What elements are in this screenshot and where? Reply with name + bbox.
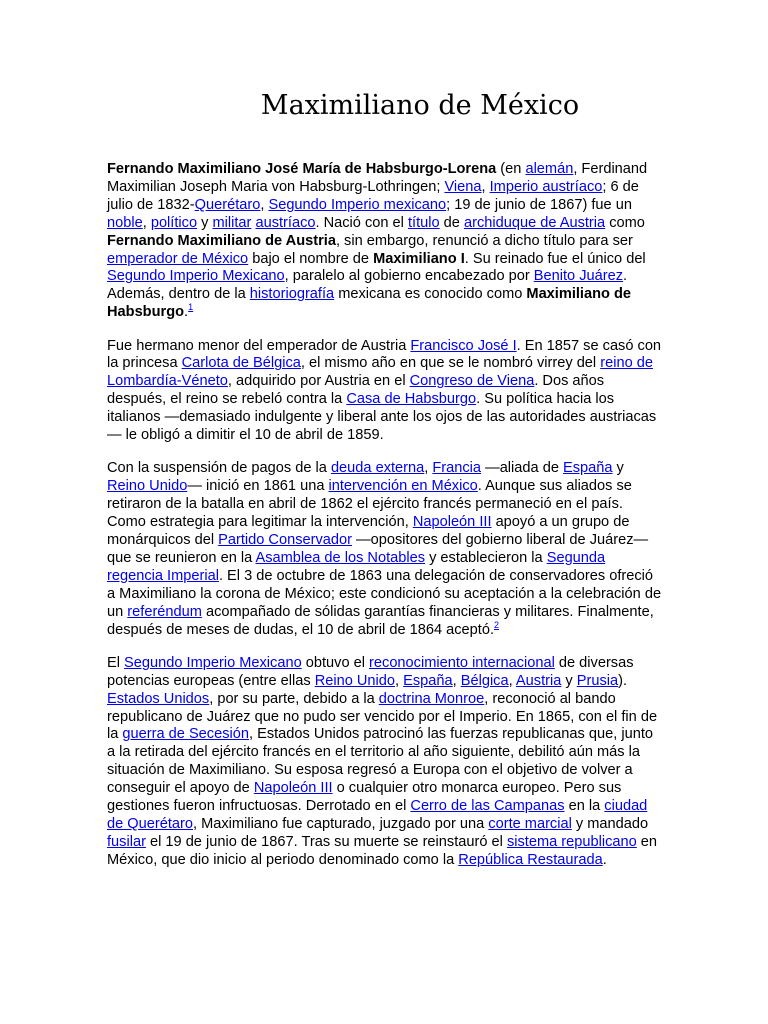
wiki-link[interactable]: intervención en México	[328, 478, 478, 495]
paragraph-intervention	[107, 460, 663, 639]
wiki-link[interactable]: reconocimiento internacional	[369, 654, 555, 671]
bold-text: Fernando Maximiliano José María de Habsburgo-Lorena	[107, 161, 497, 177]
wiki-link[interactable]: guerra de Secesión	[122, 726, 249, 743]
body-text: ,	[481, 178, 490, 195]
wiki-link[interactable]: Segundo Imperio Mexicano	[107, 268, 285, 285]
page-title: Maximiliano de México	[260, 90, 580, 121]
body-text: y	[561, 672, 577, 689]
body-text: y establecieron la	[425, 549, 547, 566]
wiki-link[interactable]: Napoleón III	[412, 514, 492, 531]
wiki-link[interactable]: España	[403, 672, 453, 689]
paragraph-early-life	[107, 338, 663, 445]
wiki-link[interactable]: Prusia	[576, 672, 619, 689]
body-text: .	[184, 304, 189, 321]
wiki-link[interactable]: Benito Juárez	[533, 268, 624, 285]
body-text: , adquirido por Austria en el	[227, 373, 410, 390]
body-text: — inició en 1861 una	[187, 478, 329, 495]
body-text: bajo el nombre de	[248, 250, 374, 267]
body-text: ,	[424, 460, 433, 477]
wiki-link[interactable]: Napoleón III	[253, 780, 333, 797]
body-text: . Nació con el	[315, 214, 408, 231]
wiki-link[interactable]: político	[150, 214, 198, 231]
wiki-link[interactable]: Bélgica	[460, 672, 509, 689]
body-text: en México, que dio inicio al periodo denominado como la	[107, 833, 658, 868]
body-text: o cualquier otro monarca europeo. Pero sus gestiones fueron infructuosas. Derrotado en el	[107, 780, 622, 815]
body-text: , por su parte, debido a la	[209, 690, 379, 707]
wiki-link[interactable]: historiografía	[249, 286, 335, 303]
body-text: , reconoció al bando republicano de Juárez que no pudo ser vencido por el Imperio. En 1865, con el fin de la	[107, 690, 658, 743]
body-text: . Su reinado fue el único del	[464, 250, 646, 267]
wiki-link[interactable]: austríaco	[255, 214, 316, 231]
body-text: ,	[395, 672, 404, 689]
body-text: (en	[496, 161, 526, 177]
paragraph-empire	[107, 655, 663, 870]
body-text: Con la suspensión de pagos de la	[107, 460, 331, 477]
wiki-link[interactable]: Partido Conservador	[218, 532, 352, 548]
body-text: de diversas potencias europeas (entre ellas	[107, 654, 634, 689]
wiki-link[interactable]: título	[407, 214, 440, 231]
wiki-link[interactable]: doctrina Monroe	[378, 690, 485, 707]
wiki-link[interactable]: Carlota de Bélgica	[181, 355, 301, 372]
body-text: obtuvo el	[301, 654, 370, 671]
wiki-link[interactable]: alemán	[525, 161, 574, 177]
body-text: Fue hermano menor del emperador de Austria	[107, 337, 411, 354]
wiki-link[interactable]: deuda externa	[330, 460, 425, 477]
wiki-link[interactable]: sistema republicano	[506, 833, 637, 850]
document-page	[107, 88, 663, 885]
body-text: .	[602, 851, 607, 868]
body-text: , paralelo al gobierno encabezado por	[284, 268, 534, 285]
wiki-link[interactable]: Viena	[444, 178, 482, 195]
wiki-link[interactable]: Francisco José I	[410, 337, 517, 354]
wiki-link[interactable]: militar	[212, 214, 252, 231]
wiki-link[interactable]: Segundo Imperio mexicano	[268, 196, 447, 213]
body-text: y	[612, 460, 624, 477]
wiki-link[interactable]: archiduque de Austria	[463, 214, 606, 231]
body-text: ,	[260, 196, 269, 213]
body-text: ).	[618, 672, 628, 689]
body-text: . Además, dentro de la	[107, 268, 628, 303]
footnote-ref	[188, 302, 193, 312]
body-text: . Aunque sus aliados se retiraron de la batalla en abril de 1862 el ejército francés permaneció en el país. Como estrategia para legitimar la intervención,	[107, 478, 632, 531]
body-text: ; 6 de julio de 1832-	[107, 178, 639, 213]
wiki-link[interactable]: República Restaurada	[458, 851, 603, 868]
paragraph-intro	[107, 161, 663, 322]
footnote-ref-link[interactable]: 2	[494, 619, 500, 630]
body-text: . El 3 de octubre de 1863 una delegación de conservadores ofreció a Maximiliano la corona de México; este condicionó su aceptación a la celebración de un	[107, 567, 662, 620]
wiki-link[interactable]: Reino Unido	[314, 672, 396, 689]
body-text: y	[197, 214, 213, 231]
wiki-link[interactable]: ciudad de Querétaro	[107, 798, 648, 832]
body-text: en la	[564, 798, 605, 815]
body-text: —aliada de	[481, 460, 563, 477]
wiki-link[interactable]: Segundo Imperio Mexicano	[124, 654, 302, 671]
wiki-link[interactable]: Estados Unidos	[107, 690, 210, 707]
wiki-link[interactable]: referéndum	[127, 603, 202, 620]
wiki-link[interactable]: Cerro de las Campanas	[410, 798, 565, 815]
wiki-link[interactable]: Casa de Habsburgo	[346, 391, 477, 408]
body-text: de	[439, 214, 464, 231]
body-text: ,	[452, 672, 461, 689]
body-text: El	[107, 654, 125, 671]
wiki-link[interactable]: Imperio austríaco	[489, 178, 603, 195]
wiki-link[interactable]: España	[563, 460, 613, 477]
footnote-ref-link[interactable]: 1	[188, 302, 194, 313]
body-text: y mandado	[571, 815, 649, 832]
body-text: el 19 de junio de 1867. Tras su muerte se reinstauró el	[145, 833, 507, 850]
bold-text: Maximiliano de Habsburgo	[107, 286, 632, 321]
footnote-ref	[494, 620, 499, 630]
bold-text: Fernando Maximiliano de Austria	[107, 232, 336, 249]
bold-text: Maximiliano I	[373, 250, 465, 267]
wiki-link[interactable]: fusilar	[107, 833, 146, 850]
wiki-link[interactable]: Congreso de Viena	[409, 373, 535, 390]
body-text: ; 19 de junio de 1867) fue un	[446, 196, 632, 213]
body-text: , Estados Unidos patrocinó las fuerzas republicanas que, junto a la retirada del ejército francés en el territorio al año siguiente, debilitó aún más la situación de Maximiliano. Su esposa regresó a Europa con el objetivo de volver a conseguir el apoyo de	[107, 726, 653, 797]
body-text: ,	[142, 214, 151, 231]
wiki-link[interactable]: emperador de México	[107, 250, 249, 267]
body-text: . Su política hacia los italianos —demasiado indulgente y liberal ante los ojos de las autoridades austriacas— le obligó a dimitir el 10 de abril de 1859.	[107, 391, 657, 444]
wiki-link[interactable]: Segunda regencia Imperial	[107, 549, 606, 584]
body-text: , sin embargo, renunció a dicho título para ser	[335, 232, 633, 249]
wiki-link[interactable]: corte marcial	[488, 815, 572, 832]
body-text: como	[605, 214, 645, 231]
wiki-link[interactable]: Asamblea de los Notables	[255, 549, 426, 566]
wiki-link[interactable]: Querétaro	[194, 196, 261, 213]
wiki-link[interactable]: Austria	[515, 672, 562, 689]
body-text: . Dos años después, el reino se rebeló contra la	[107, 373, 605, 408]
wiki-link[interactable]: reino de Lombardía-Véneto	[107, 355, 653, 390]
body-text: acompañado de sólidas garantías financieras y militares. Finalmente, después de meses de dudas, el 10 de abril de 1864 aceptó.	[107, 603, 654, 638]
wiki-link[interactable]: Francia	[432, 460, 482, 477]
body-text: mexicana es conocido como	[334, 286, 527, 303]
wiki-link[interactable]: noble	[107, 214, 143, 231]
body-text: , Maximiliano fue capturado, juzgado por una	[193, 815, 489, 832]
body-text: ,	[508, 672, 516, 689]
body-text: —opositores del gobierno liberal de Juárez— que se reunieron en la	[107, 532, 649, 566]
body-text: , el mismo año en que se le nombró virrey del	[300, 355, 601, 372]
body-text: , Ferdinand Maximilian Joseph Maria von Habsburg-Lothringen;	[107, 161, 648, 195]
body-text: . En 1857 se casó con la princesa	[107, 337, 662, 372]
wiki-link[interactable]: Reino Unido	[107, 478, 188, 495]
body-text: apoyó a un grupo de monárquicos del	[107, 514, 630, 548]
